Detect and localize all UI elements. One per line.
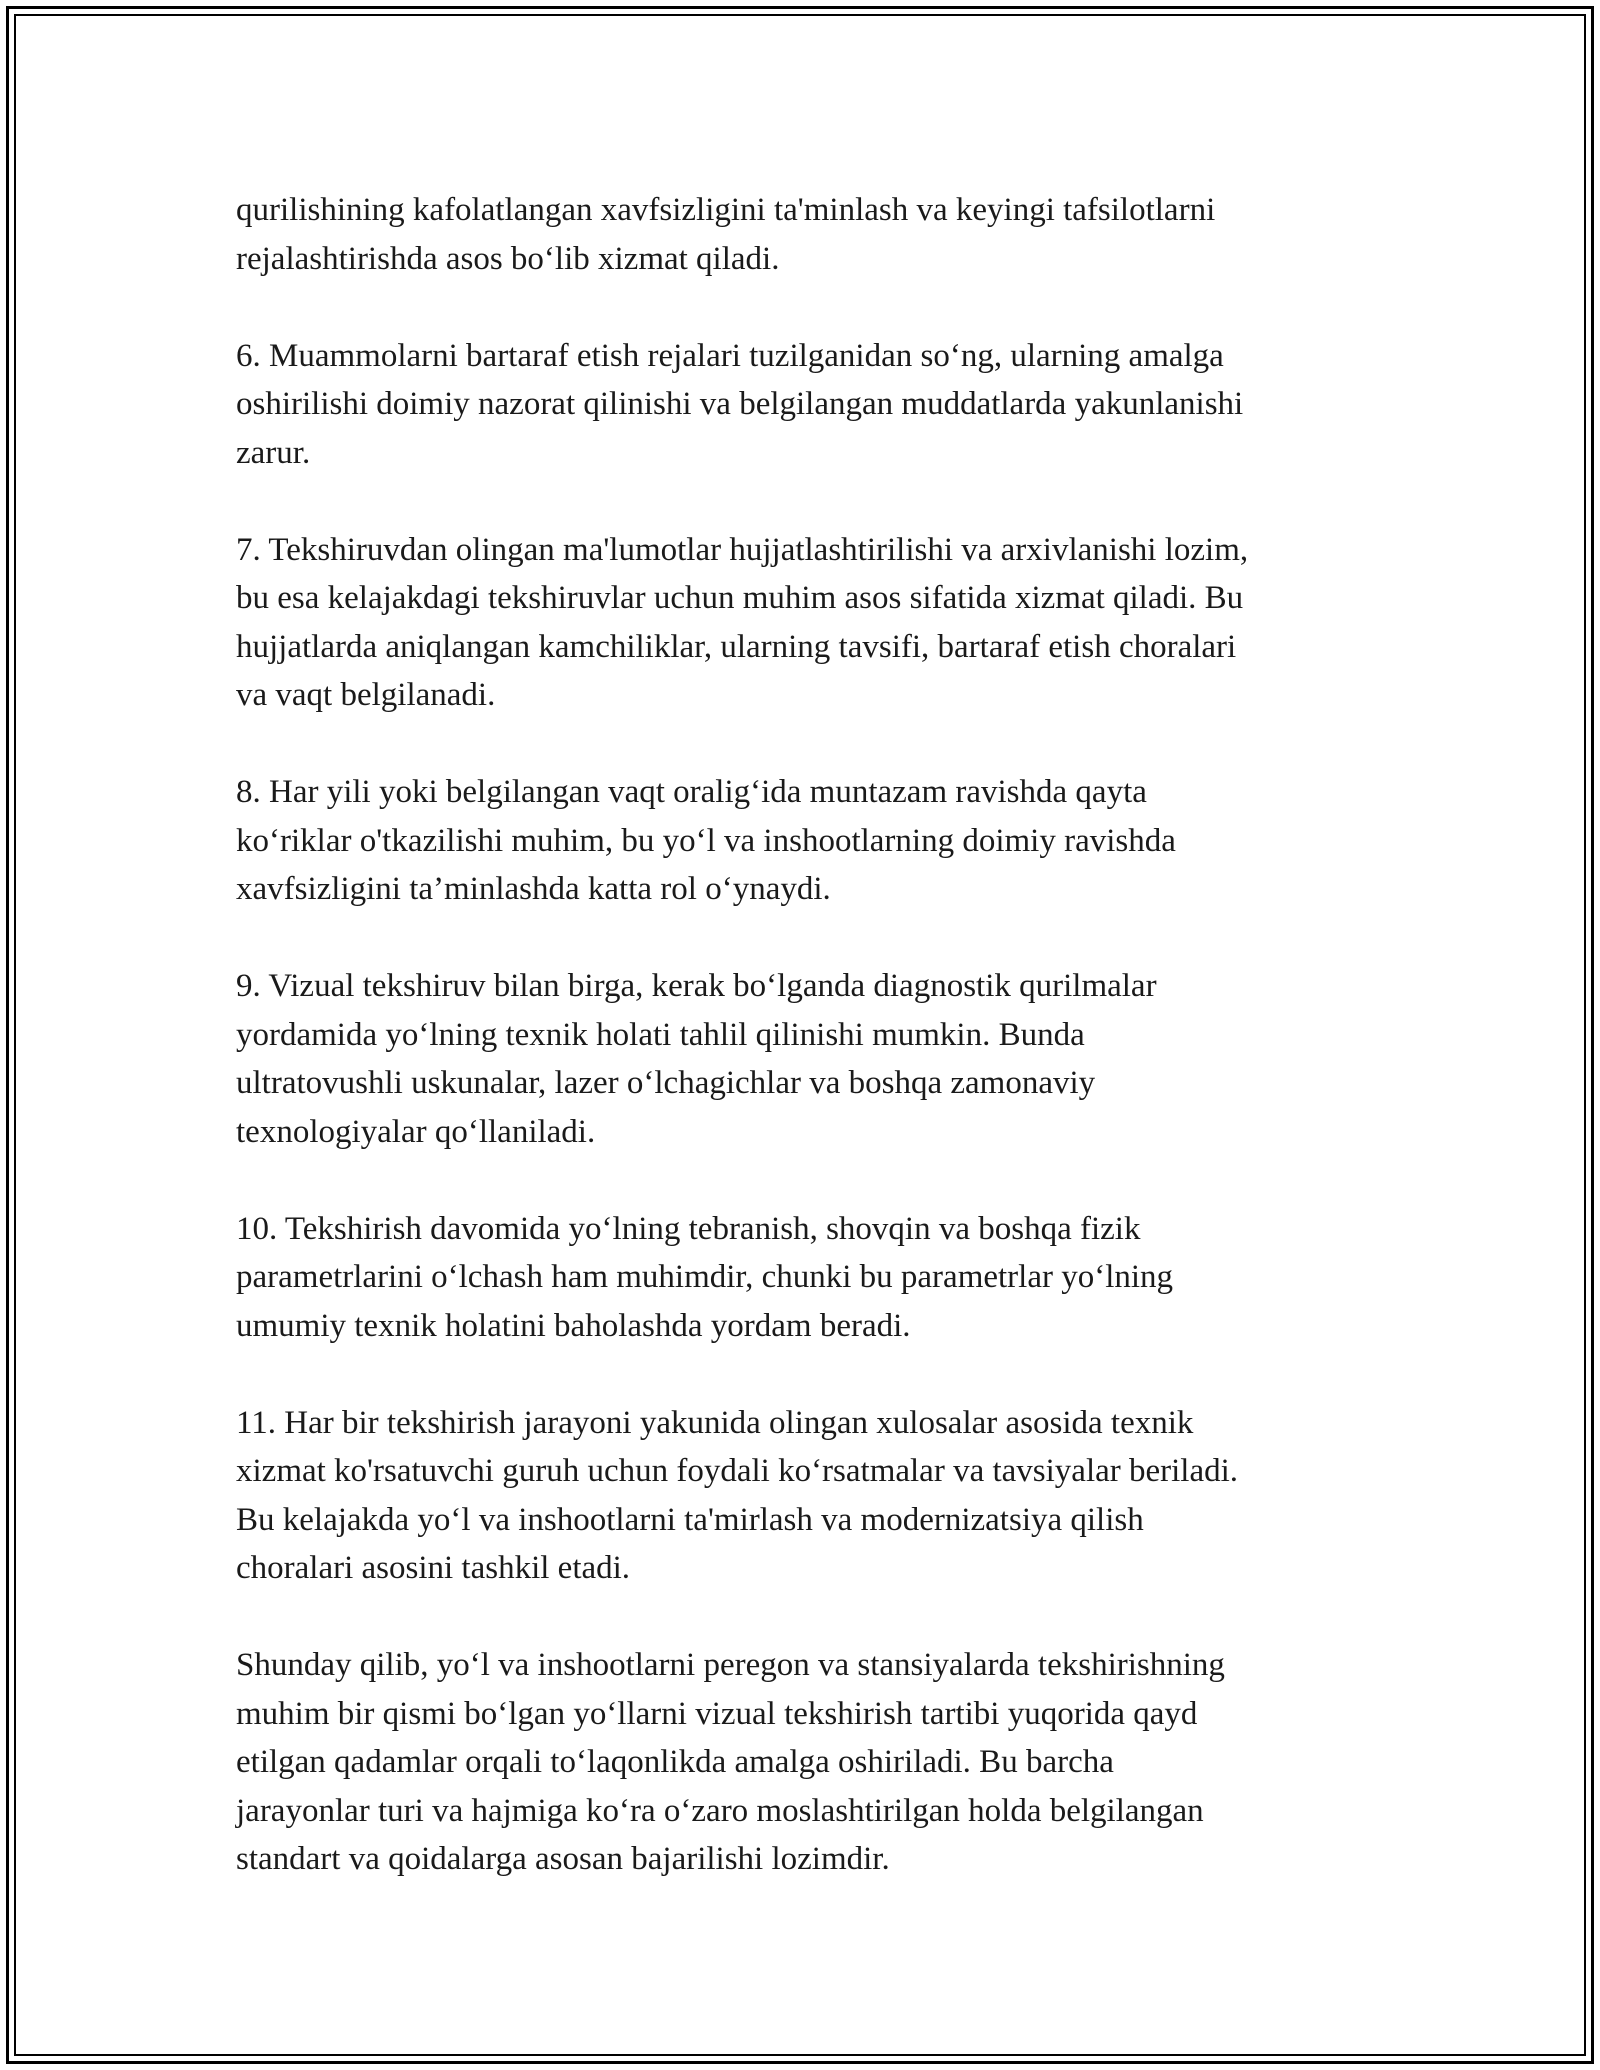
paragraph-item-11: 11. Har bir tekshirish jarayoni yakunida olingan xulosalar asosida texnik xizmat ko'rsatuvchi guruh uchun foydali ko‘rsatmalar va tavsiyalar beriladi. Bu kelajakda yo‘l va inshootlarni ta'mirlash va modernizatsiya qilish choralari asosini tashkil etadi. — [236, 1404, 1239, 1586]
document-body — [236, 186, 1396, 1932]
paragraph-item-7: 7. Tekshiruvdan olingan ma'lumotlar hujjatlashtirilishi va arxivlanishi lozim, bu esa kelajakdagi tekshiruvlar uchun muhim asos sifatida xizmat qiladi. Bu hujjatlarda aniqlangan kamchiliklar, ularning tavsifi, bartaraf etish choralari va vaqt belgilanadi. — [236, 531, 1249, 713]
paragraph-item-9: 9. Vizual tekshiruv bilan birga, kerak bo‘lganda diagnostik qurilmalar yordamida yo‘lning texnik holati tahlil qilinishi mumkin. Bunda ultratovushli uskunalar, lazer o‘lchagichlar va boshqa zamonaviy texnologiyalar qo‘llaniladi. — [236, 968, 1157, 1150]
paragraph-item-8: 8. Har yili yoki belgilangan vaqt oralig‘ida muntazam ravishda qayta ko‘riklar o'tkazilishi muhim, bu yo‘l va inshootlarning doimiy ravishda xavfsizligini ta’minlashda katta rol o‘ynaydi. — [236, 774, 1176, 907]
paragraph-item-10: 10. Tekshirish davomida yo‘lning tebranish, shovqin va boshqa fizik parametrlarini o‘lchash ham muhimdir, chunki bu parametrlar yo‘lning umumiy texnik holatini baholashda yordam beradi. — [236, 1210, 1174, 1344]
paragraph-item-6: 6. Muammolarni bartaraf etish rejalari tuzilganidan so‘ng, ularning amalga oshirilishi doimiy nazorat qilinishi va belgilangan muddatlarda yakunlanishi zarur. — [236, 337, 1244, 471]
paragraph-conclusion: Shunday qilib, yo‘l va inshootlarni peregon va stansiyalarda tekshirishning muhim bir qismi bo‘lgan yo‘llarni vizual tekshirish tartibi yuqorida qayd etilgan qadamlar orqali to‘laqonlikda amalga oshiriladi. Bu barcha jarayonlar turi va hajmiga ko‘ra o‘zaro moslashtirilgan holda belgilangan standart va qoidalarga asosan bajarilishi lozimdir. — [236, 1647, 1225, 1877]
paragraph-continuation: qurilishining kafolatlangan xavfsizligini ta'minlash va keyingi tafsilotlarni rejalashtirishda asos bo‘lib xizmat qiladi. — [236, 192, 1216, 277]
